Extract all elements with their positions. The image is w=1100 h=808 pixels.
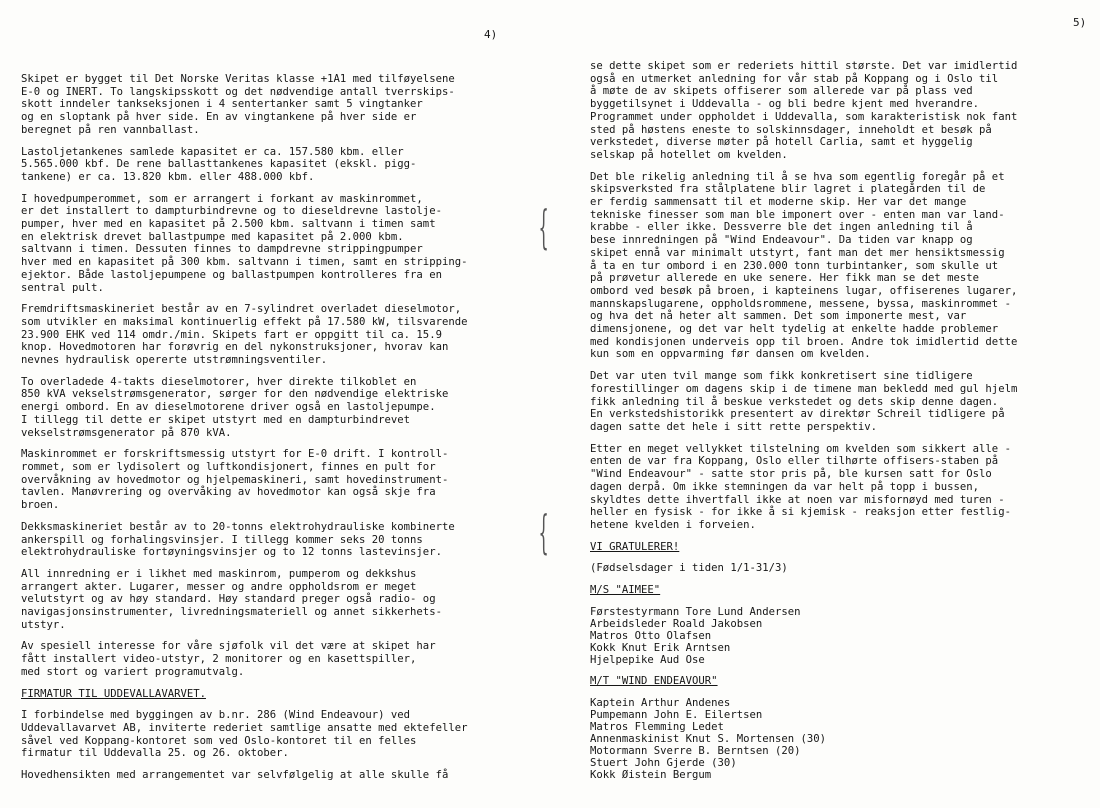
- crew-list-aimee: Førstestyrmann Tore Lund Andersen Arbeidsleder Roald Jakobsen Matros Otto Olafsen Kokk Knut Erik Arntsen Hjelpepike Aud Ose: [590, 605, 801, 667]
- paragraph: All innredning er i likhet med maskinrom, pumperom og dekkshus arrangert akter. Lugarer, messer og andre oppholdsrom er meget velutstyrt og av høy standard. Høy standard preger også radio- og navigasjonsinstrumenter, livredningsmateriell og annet sikkerhets- utstyr.: [21, 567, 442, 631]
- congrats-heading: VI GRATULERER!: [590, 540, 680, 553]
- margin-brace-mark: {: [538, 200, 549, 254]
- paragraph: I hovedpumperommet, som er arrangert i forkant av maskinrommet, er det installert to dampturbindrevne og to dieseldrevne lastolje- pumper, hver med en kapasitet på 2.500 kbm. saltvann i timen samt en elektrisk drevet ballastpumpe med kapasitet på 2.000 kbm. saltvann i timen. Dessuten finnes to dampdrevne strippingpumper hver med en kapasitet på 300 kbm. saltvann i timen, samt en stripping- ejektor. Både lastoljepumpene og ballastpumpen kontrolleres fra en sentral pult.: [21, 192, 468, 294]
- ship-heading-wind-endeavour: M/T "WIND ENDEAVOUR": [590, 675, 718, 688]
- paragraph: Maskinrommet er forskriftsmessig utstyrt for E-0 drift. I kontroll- rommet, som er lydisolert og luftkondisjonert, finnes en pult for overvåkning av hovedmotor og hjelpemaskineri, samt hovedinstrument- tavlen. Manøvrering og overvåking av hovedmotor kan også skje fra broen.: [21, 448, 449, 512]
- paragraph: Fremdriftsmaskineriet består av en 7-sylindret overladet dieselmotor, som utvikler en maksimal kontinuerlig effekt på 17.580 kW, tilsvarende 23.900 EHK ved 114 omdr./min. Skipets fart er oppgitt til ca. 15.9 knop. Hovedmotoren har forøvrig en del nykonstruksjoner, hvorav kan nevnes hydraulisk opererte utstrømningsventiler.: [21, 303, 468, 367]
- paragraph: Hovedhensikten med arrangementet var selvfølgelig at alle skulle få: [21, 769, 449, 782]
- paragraph: Lastoljetankenes samlede kapasitet er ca. 157.580 kbm. eller 5.565.000 kbf. De rene ballasttankenes kapasitet (ekskl. pigg- tankene) er ca. 13.820 kbm. eller 488.000 kbf.: [21, 145, 417, 183]
- ship-heading-aimee: M/S "AIMEE": [590, 584, 661, 597]
- right-page-number: 5): [1073, 16, 1087, 29]
- left-page: [21, 73, 501, 791]
- margin-brace-mark: {: [538, 505, 549, 559]
- paragraph: Det ble rikelig anledning til å se hva som egentlig foregår på et skipsverksted fra stålplatene blir lagret i plategården til de er ferdig sammensatt til et moderne skip. Her var det mange tekniske finesser som man ble imponert over - enten man var land- krabbe - eller ikke. Dessverre ble det ingen anledning til å bese innredningen på "Wind Endeavour". Da tiden var knapp og skipet ennå var minimalt utstyrt, fant man det mer hensiktsmessig å ta en tur ombord i en 230.000 tonn turbintanker, som skulle ut på prøvetur allerede en uke senere. Her fikk man se det meste ombord ved besøk på broen, i kapteinens lugar, offiserenes lugarer, mannskapslugarene, oppholdsrommene, messene, byssa, maskinrommet - og hva det nå heter alt sammen. Det som imponerte mest, var dimensjonene, og det var helt tydelig at enkelte hadde problemer med kondisjonen underveis opp til broen. Andre tok imidlertid dette kun som en oppvarming før dansen om kvelden.: [590, 170, 1018, 361]
- paragraph: Av spesiell interesse for våre sjøfolk vil det være at skipet har fått installert video-utstyr, 2 monitorer og en kasettspiller, med stort og variert programutvalg.: [21, 640, 436, 678]
- paragraph: se dette skipet som er rederiets hittil største. Det var imidlertid også en utmerket anledning for vår stab på Koppang og i Oslo til å møte de av skipets offiserer som allerede var på plass ved byggetilsynet i Uddevalla - og bli bedre kjent med hverandre. Programmet under oppholdet i Uddevalla, som karakteristisk nok fant sted på høstens eneste to solskinnsdager, inneholdt et besøk på verkstedet, diverse møter på hotell Carlia, samt et hyggelig selskap på hotellet om kvelden.: [590, 60, 1018, 161]
- paragraph: To overladede 4-takts dieselmotorer, hver direkte tilkoblet en 850 kVA vekselstrømsgenerator, sørger for den nødvendige elektriske energi ombord. En av dieselmotorene driver også en lastoljepumpe. I tillegg til dette er skipet utstyrt med en dampturbindrevet vekselstrømsgenerator på 870 kVA.: [21, 375, 449, 439]
- paragraph: I forbindelse med byggingen av b.nr. 286 (Wind Endeavour) ved Uddevallavarvet AB, inviterte rederiet samtlige ansatte med ektefeller såvel ved Koppang-kontoret som ved Oslo-kontoret til en felles firmatur til Uddevalla 25. og 26. oktober.: [21, 709, 468, 760]
- paragraph: Det var uten tvil mange som fikk konkretisert sine tidligere forestillinger om dagens skip i de timene man bekledd med gul hjelm fikk anledning til å beskue verkstedet og dets skip denne dagen. En verkstedshistorikk presentert av direktør Schreil tidligere på dagen satte det hele i sitt rette perspektiv.: [590, 370, 1018, 433]
- crew-list-wind-endeavour: Kaptein Arthur Andenes Pumpemann John E. Eilertsen Matros Flemming Ledet Annenmaskinist Knut S. Mortensen (30) Motormann Sverre B. Berntsen (20) Stuert John Gjerde (30) Kokk Øistein Bergum: [590, 696, 826, 782]
- right-page: [590, 60, 1070, 791]
- congrats-subtitle: (Fødselsdager i tiden 1/1-31/3): [590, 562, 788, 575]
- paragraph: Dekksmaskineriet består av to 20-tonns elektrohydrauliske kombinerte ankerspill og forhalingsvinsjer. I tillegg kommer seks 20 tonns elektrohydrauliske fortøyningsvinsjer og to 12 tonns lastevinsjer.: [21, 520, 455, 559]
- section-heading: FIRMATUR TIL UDDEVALLAVARVET.: [21, 687, 206, 700]
- paragraph: Etter en meget vellykket tilstelning om kvelden som sikkert alle - enten de var fra Koppang, Oslo eller tilhørte offisers-staben på "Wind Endeavour" - satte stor pris på, ble kursen satt for Oslo dagen derpå. Om ikke stemningen da var helt på topp i bussen, skyldtes dette ihvertfall ikke at noen var misfornøyd med turen - heller en fysisk - for ikke å si kjemisk - reaksjon etter festlig- hetene kvelden i forveien.: [590, 442, 1011, 531]
- paragraph: Skipet er bygget til Det Norske Veritas klasse +1A1 med tilføyelsene E-0 og INERT. To langskipsskott og det nødvendige antall tverrskips- skott inndeler tankseksjonen i 4 sentertanker samt 5 vingtanker og en sloptank på hver side. En av vingtankene på hver side er beregnet på ren vannballast.: [21, 73, 455, 136]
- left-page-number: 4): [484, 28, 498, 41]
